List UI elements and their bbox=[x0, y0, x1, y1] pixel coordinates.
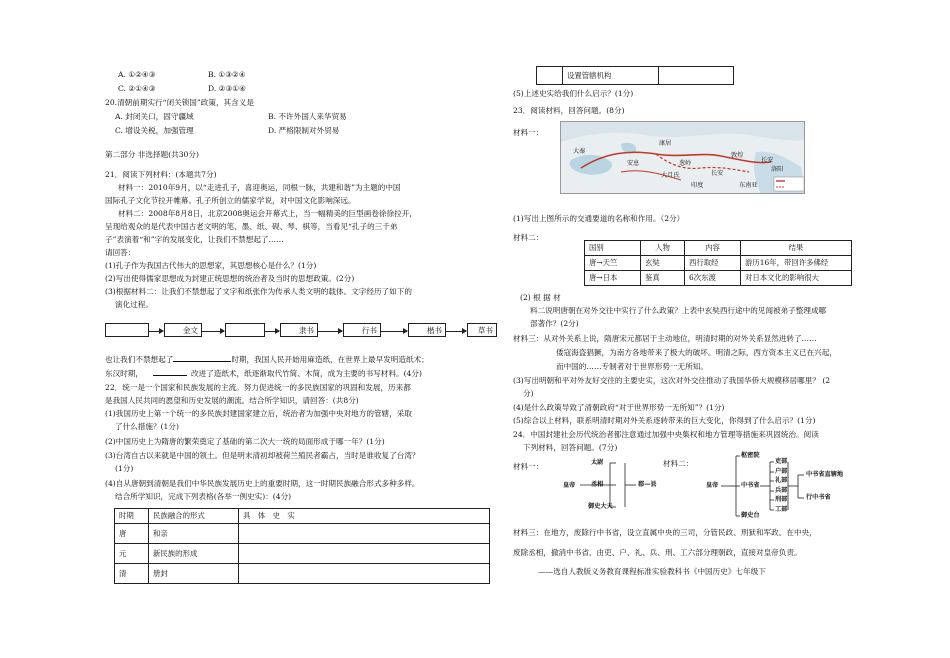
table-cell: 游历16年，带回许多佛经 bbox=[741, 256, 852, 271]
q21-fill-l1-a: 也让我们不禁想起了 bbox=[105, 355, 174, 364]
table-row bbox=[537, 67, 734, 85]
diagram1-node: 丞相 bbox=[591, 481, 604, 488]
flow-box-caoshu: 草书 bbox=[467, 323, 497, 337]
table-cell: 6次东渡 bbox=[685, 271, 741, 286]
q19-option-b: B. ①③②④ bbox=[208, 70, 246, 79]
diagram2-six-ministry: 工部 bbox=[775, 506, 788, 513]
answer-blank[interactable] bbox=[173, 354, 231, 362]
diagram2-six-ministry: 兵部 bbox=[775, 487, 788, 494]
diagram2-node: 御史台 bbox=[741, 512, 760, 519]
map-label: 康居 bbox=[659, 140, 672, 147]
table-cell: 对日本文化的影响很大 bbox=[741, 271, 852, 286]
q21-m1-l1: 材料一：2010年9月，以“走进孔子，喜迎奥运，同根一脉，共建和谐”为主题的中国 bbox=[118, 183, 401, 192]
table-cell: 唐→日本 bbox=[585, 271, 641, 286]
table-row bbox=[585, 271, 852, 286]
map-label: 东南亚 bbox=[739, 182, 758, 189]
flow-box-lishu: 隶书 bbox=[280, 323, 318, 337]
table-cell-answer[interactable] bbox=[239, 564, 490, 584]
map-label: 长安 bbox=[761, 157, 774, 164]
answer-blank[interactable] bbox=[153, 368, 187, 376]
q22-q4-l1: (4)自从唐朝到清朝是我们中华民族发展历史上的重要时期，这一时期民族融合形式多种多样。 bbox=[105, 479, 420, 488]
q22-l2: 是我国人民共同的愿望和历史发展的潮流。结合所学知识，请回答：(共8分) bbox=[105, 396, 359, 405]
q21-q3-l1: (3)根据材料二：让我们不禁想起了文字和纸张作为传承人类文明的载体。文字经历了如下的 bbox=[105, 287, 412, 296]
q23-q3-l2: 分) bbox=[523, 389, 534, 398]
q23-stem: 23．阅读材料，回答问题。(8分) bbox=[513, 106, 625, 115]
flow-box-blank bbox=[105, 323, 149, 337]
table-row bbox=[115, 564, 490, 584]
q19-option-d: D. ②③①④ bbox=[208, 84, 246, 93]
diagram2-node: 中书省 bbox=[741, 482, 760, 489]
yuan-system-diagram bbox=[700, 450, 880, 522]
table-header-row bbox=[585, 241, 852, 256]
q21-m2-l1: 材料二：2008年8月8日，北京2008奥运会开幕式上，当一幅精美的巨型画卷徐徐拉开， bbox=[118, 209, 417, 218]
table-cell: 鉴真 bbox=[641, 271, 685, 286]
table-header-row bbox=[115, 509, 490, 524]
diagram2-region: 中书省直辖地 bbox=[806, 471, 844, 478]
map-label: 印度 bbox=[691, 182, 704, 189]
table-header-cell: 人物 bbox=[641, 241, 685, 256]
q23-q4: (4)是什么政策导致了清朝政府“对于世界形势一无所知”？(1分) bbox=[513, 403, 725, 412]
q23-m1-label: 材料一： bbox=[513, 128, 544, 137]
table-row bbox=[585, 256, 852, 271]
q22-q3-l2: (1分) bbox=[115, 464, 134, 473]
table-cell: 新民族的形成 bbox=[149, 544, 239, 564]
q23-m3-l2: 倭寇海盗猖獗，为南方各地带来了极大的破坏。明清之际，西方资本主义已在兴起， bbox=[556, 348, 837, 357]
table-cell: 元 bbox=[115, 544, 149, 564]
table-row bbox=[115, 524, 490, 544]
q20-stem: 20.清朝前期实行“闭关锁国”政策，其含义是 bbox=[105, 98, 254, 107]
map-label: 大月氏 bbox=[661, 172, 680, 179]
q21-fill-l1-b: 时期，我国人民开始用麻造纸，在世界上最早发明造纸术； bbox=[231, 355, 429, 364]
q21-fill-l1 bbox=[105, 354, 429, 364]
diagram1-right: 郡—县 bbox=[638, 481, 657, 488]
diagram2-six-ministry: 吏部 bbox=[775, 458, 788, 465]
flow-arrow bbox=[446, 331, 466, 332]
table-header-cell: 结果 bbox=[741, 241, 852, 256]
q23-exchange-table bbox=[584, 240, 852, 286]
q21-fill-l2 bbox=[105, 368, 422, 378]
q22-l1: 22．统一是一个国家和民族发展的主流。努力促进统一的多民族国家的巩固和发展，历来都 bbox=[105, 383, 411, 392]
table-cell: 设置管辖机构 bbox=[563, 67, 659, 85]
q21-fill-l2-a: 东汉时期， bbox=[105, 369, 143, 378]
diagram1-node: 御史大夫 bbox=[588, 503, 613, 510]
q23-q5: (5)综合以上材料，联系明清时期对外关系逐转带来的巨大变化，你得到了什么启示？(1分) bbox=[513, 416, 816, 425]
diagram2-six-ministry: 户部 bbox=[775, 468, 788, 475]
q21-stem: 21．阅读下列材料：(本题共7分) bbox=[105, 170, 217, 179]
diagram2-node: 枢密院 bbox=[741, 452, 760, 459]
table-header-cell: 时期 bbox=[115, 509, 149, 524]
diagram1-node: 太尉 bbox=[591, 459, 604, 466]
q20-option-c: C. 增设关税，加强管理 bbox=[115, 126, 194, 135]
table-cell-answer[interactable] bbox=[239, 524, 490, 544]
q23-m2-label: 材料二： bbox=[513, 233, 544, 242]
q23-q3-l1: (3)写出明朝和平对外友好交往的主要史实，这次对外交往推动了我国华侨大规模移居哪里？ (2 bbox=[513, 376, 831, 385]
q24-m1-label: 材料一： bbox=[513, 462, 544, 471]
map-label: 敦煌 bbox=[731, 152, 744, 159]
map-label: 安息 bbox=[627, 160, 640, 167]
q20-option-b: B. 不许外国人来华贸易 bbox=[268, 112, 347, 121]
q22-q1-l2: 了什么措施？(1分) bbox=[115, 422, 179, 431]
q20-option-d: D. 严格限制对外贸易 bbox=[268, 126, 340, 135]
flow-box-xingshu: 行书 bbox=[343, 323, 381, 337]
q23-q2-l2: 料二说明唐朝在对外交往中实行了什么政策？上表中玄奘西行途中的见闻被弟子整理成哪 bbox=[530, 306, 827, 315]
q21-m1-l2: 国际孔子文化节拉开帷幕。孔子所创立的儒家学说，对中国文化影响深远。 bbox=[105, 196, 356, 205]
table-header-cell: 内容 bbox=[685, 241, 741, 256]
q23-q2-l3: 部著作？(2分) bbox=[530, 319, 579, 328]
q24-m3-l2: 废除丞相，撤消中书省，由吏、户、礼、兵、刑、工六部分理朝政，直接对皇帝负责。 bbox=[513, 548, 802, 557]
table-header-cell: 国别 bbox=[585, 241, 641, 256]
q23-q2-l1: (2) 根 据 材 bbox=[520, 293, 561, 302]
table-cell: 清 bbox=[115, 564, 149, 584]
diagram1-root: 皇帝 bbox=[563, 482, 576, 489]
q21-m2-l2: 呈现给观众的是代表中国古老文明的笔、墨、纸、砚、琴、棋等，当看见“孔子的三千弟 bbox=[105, 222, 398, 231]
diagram2-region: 行中书省 bbox=[806, 494, 831, 501]
q23-m3-l1: 材料三：从对外关系上说，隋唐宋元都居于主动地位，明清时期的对外关系显然进转了…… bbox=[513, 334, 817, 343]
q24-source: ——选自人教版义务教育课程标准实验教科书《中国历史》七年级下 bbox=[538, 567, 766, 576]
flow-box-blank bbox=[225, 323, 265, 337]
silk-road-map bbox=[560, 121, 805, 194]
q20-option-a: A. 封闭关口，固守疆域 bbox=[115, 112, 194, 121]
table-cell: 册封 bbox=[149, 564, 239, 584]
q19-option-a: A. ①②④③ bbox=[118, 70, 156, 79]
diagram2-root: 皇帝 bbox=[706, 482, 719, 489]
map-label: 洛阳 bbox=[771, 166, 784, 173]
flow-box-jinwen: 金文 bbox=[164, 323, 202, 337]
q24-m2-label: 材料二： bbox=[663, 459, 694, 468]
q24-m3-l1: 材料三：在地方，废除行中书省，设立直属中央的三司，分管民政、刑狱和军政。在中央， bbox=[513, 528, 817, 537]
q22-q1-l1: (1)我国历史上第一个统一的多民族封建国家建立后，统治者为加强中央对地方的管辖，采取 bbox=[105, 409, 412, 418]
table-cell-answer[interactable] bbox=[659, 67, 734, 85]
table-cell: 唐→天竺 bbox=[585, 256, 641, 271]
table-header-cell: 具 体 史 实 bbox=[239, 509, 490, 524]
q22-q2: (2)中国历史上为隋唐的繁荣奠定了基础的第二次大一统的局面形成于哪一年？(1分) bbox=[105, 437, 385, 446]
q23-m3-l3: 而中国的……专制者对于世界形势一无所知。 bbox=[556, 362, 708, 371]
q21-m2-l3: 子”表演着“和”字的发展变化，让我们不禁想起了…… bbox=[105, 235, 284, 244]
q22-q5: (5)上述史实给我们什么启示？(1分) bbox=[513, 89, 634, 98]
q22-q3-l1: (3)台湾自古以来就是中国的领土。但是明末清初却被荷兰殖民者霸占，当时是谁收复了台湾？ bbox=[105, 451, 420, 460]
table-row bbox=[115, 544, 490, 564]
q23-q1: (1)写出上图所示的交通要道的名称和作用。（2分） bbox=[513, 214, 685, 223]
flow-arrow bbox=[318, 331, 342, 332]
flow-arrow bbox=[149, 331, 163, 332]
diagram2-six-ministry: 刑部 bbox=[775, 496, 788, 503]
q21-q3-l2: 演化过程。 bbox=[115, 300, 153, 309]
table-cell-answer[interactable] bbox=[239, 544, 490, 564]
q22-table-continued bbox=[536, 66, 734, 85]
table-cell: 唐 bbox=[115, 524, 149, 544]
flow-arrow bbox=[381, 331, 407, 332]
map-label: 大秦 bbox=[573, 148, 586, 155]
q22-q4-l2: 结合所学知识，完成下列表格(各举一例史实)：(4分) bbox=[115, 492, 292, 501]
q21-ask: 请回答： bbox=[105, 248, 136, 257]
part2-title: 第二部分 非选择题(共30分) bbox=[105, 150, 199, 159]
flow-arrow bbox=[265, 331, 279, 332]
flow-arrow bbox=[202, 331, 224, 332]
map-label: 葱岭 bbox=[679, 160, 692, 167]
q21-fill-l2-b: 改进了造纸术，纸逐渐取代竹简、木简，成为主要的书写材料。(4分) bbox=[190, 369, 422, 378]
q21-q2: (2)写出使得儒家思想成为封建正统思想的统治者及当时的思想政策。(2分) bbox=[105, 274, 355, 283]
diagram2-six-ministry: 礼部 bbox=[775, 477, 788, 484]
table-header-cell: 民族融合的形式 bbox=[149, 509, 239, 524]
map-label: 长安 bbox=[711, 170, 724, 177]
q22-fusion-table bbox=[114, 508, 490, 584]
q21-q1: (1)孔子作为我国古代伟大的思想家，其思想核心是什么？(1分) bbox=[105, 261, 317, 270]
flow-box-kaishu: 楷书 bbox=[408, 323, 446, 337]
table-cell: 玄奘 bbox=[641, 256, 685, 271]
q24-l2: 下列材料，回答问题。(7分) bbox=[523, 443, 618, 452]
table-cell: 西行取经 bbox=[685, 256, 741, 271]
table-cell bbox=[537, 67, 563, 85]
q24-l1: 24．中国封建社会历代统治者都注意通过加强中央集权和地方管理等措施来巩固统治。阅读 bbox=[513, 430, 819, 439]
table-cell: 和亲 bbox=[149, 524, 239, 544]
q19-option-c: C. ②①④③ bbox=[118, 84, 156, 93]
